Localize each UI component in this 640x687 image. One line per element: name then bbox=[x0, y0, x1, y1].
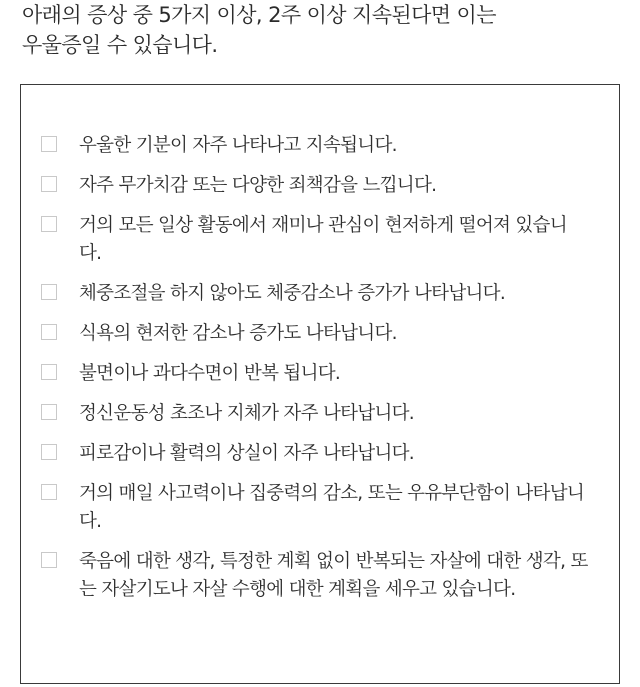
intro-line-1: 아래의 증상 중 5가지 이상, 2주 이상 지속된다면 이는 bbox=[22, 3, 496, 27]
symptom-checklist-panel bbox=[20, 84, 620, 684]
checkbox[interactable] bbox=[41, 136, 57, 152]
checklist-item-label[interactable]: 죽음에 대한 생각, 특정한 계획 없이 반복되는 자살에 대한 생각, 또는 자살기도나 자살 수행에 대한 계획을 세우고 있습니다. bbox=[79, 551, 588, 600]
intro-text bbox=[22, 0, 622, 60]
checkbox[interactable] bbox=[41, 216, 57, 232]
checklist-item[interactable] bbox=[41, 172, 601, 200]
checklist-item-label[interactable]: 체중조절을 하지 않아도 체중감소나 증가가 나타납니다. bbox=[79, 283, 506, 304]
checklist-item[interactable] bbox=[41, 400, 601, 428]
checklist-item-label[interactable]: 식욕의 현저한 감소나 증가도 나타납니다. bbox=[79, 323, 397, 344]
checkbox[interactable] bbox=[41, 484, 57, 500]
checkbox[interactable] bbox=[41, 176, 57, 192]
checklist-item-label[interactable]: 정신운동성 초조나 지체가 자주 나타납니다. bbox=[79, 403, 414, 424]
checklist-item[interactable] bbox=[41, 132, 601, 160]
checklist-item[interactable] bbox=[41, 280, 601, 308]
checklist-item[interactable] bbox=[41, 548, 601, 604]
checklist-item-label[interactable]: 우울한 기분이 자주 나타나고 지속됩니다. bbox=[79, 135, 397, 156]
checklist-item-label[interactable]: 자주 무가치감 또는 다양한 죄책감을 느낍니다. bbox=[79, 175, 437, 196]
checkbox[interactable] bbox=[41, 404, 57, 420]
checklist-item[interactable] bbox=[41, 212, 601, 268]
checklist-item-label[interactable]: 거의 모든 일상 활동에서 재미나 관심이 현저하게 떨어져 있습니다. bbox=[79, 215, 567, 264]
checklist-item[interactable] bbox=[41, 320, 601, 348]
checklist-item[interactable] bbox=[41, 360, 601, 388]
checklist-item-label[interactable]: 거의 매일 사고력이나 집중력의 감소, 또는 우유부단함이 나타납니다. bbox=[79, 483, 585, 532]
checklist-item[interactable] bbox=[41, 480, 601, 536]
checkbox[interactable] bbox=[41, 444, 57, 460]
checkbox[interactable] bbox=[41, 552, 57, 568]
checkbox[interactable] bbox=[41, 364, 57, 380]
symptom-checklist bbox=[41, 132, 601, 616]
checklist-item-label[interactable]: 불면이나 과다수면이 반복 됩니다. bbox=[79, 363, 341, 384]
intro-line-2: 우울증일 수 있습니다. bbox=[22, 33, 218, 57]
checkbox[interactable] bbox=[41, 284, 57, 300]
checklist-item-label[interactable]: 피로감이나 활력의 상실이 자주 나타납니다. bbox=[79, 443, 414, 464]
checkbox[interactable] bbox=[41, 324, 57, 340]
checklist-item[interactable] bbox=[41, 440, 601, 468]
